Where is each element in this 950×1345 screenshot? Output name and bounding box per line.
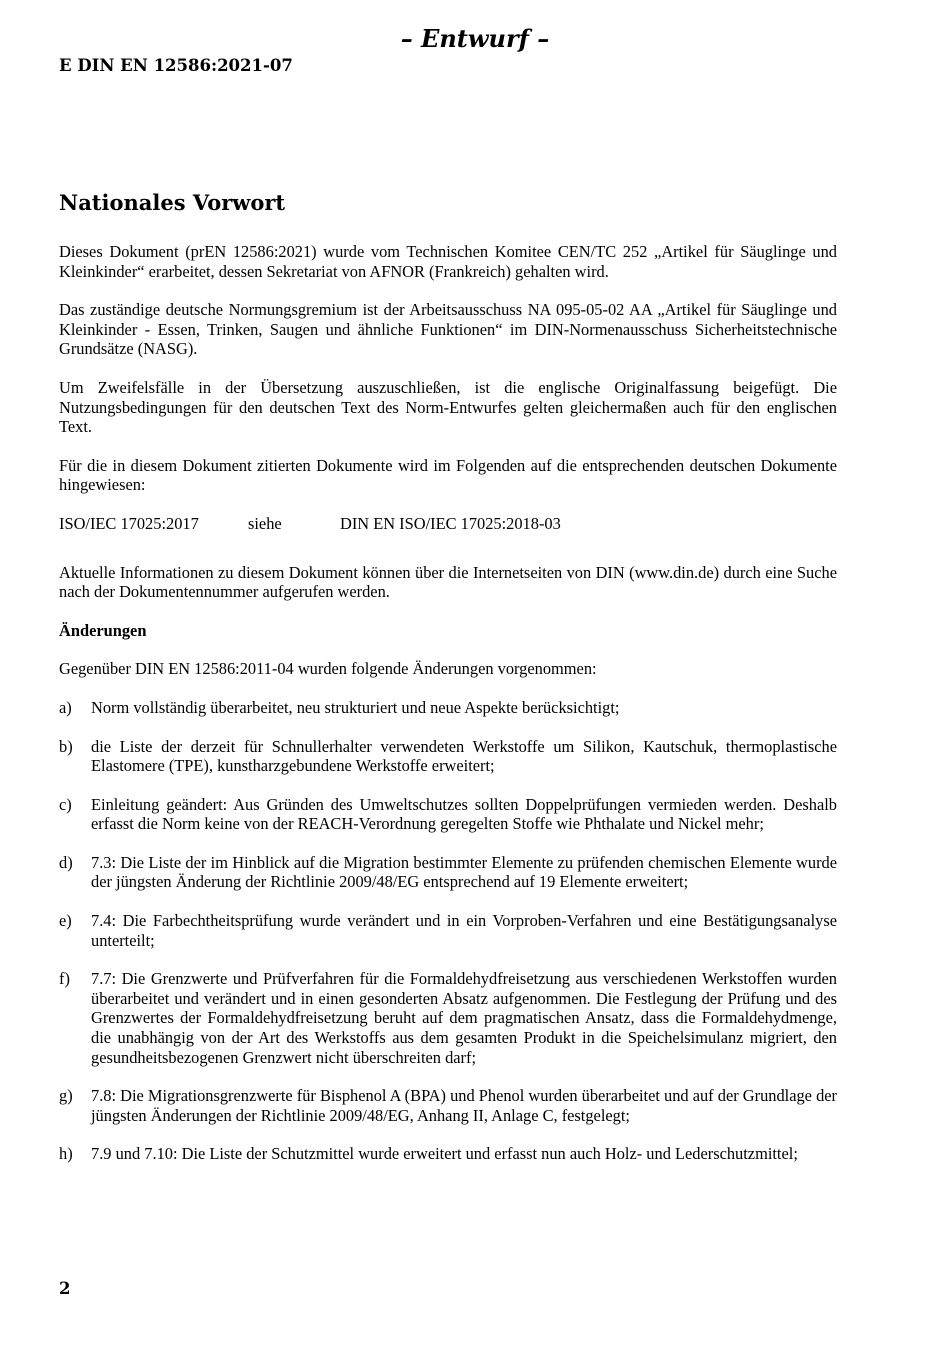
foreword-paragraph-1: Dieses Dokument (prEN 12586:2021) wurde vom Technischen Komitee CEN/TC 252 „Artikel für Säuglinge und Kleinkinder“ erarbeitet, dessen Sekretariat von AFNOR (Frankreich) gehalten wird. <box>59 242 837 281</box>
section-title: Nationales Vorwort <box>59 190 286 215</box>
list-item <box>59 737 837 776</box>
reference-relation: siehe <box>248 513 282 533</box>
reference-source: ISO/IEC 17025:2017 <box>59 513 199 533</box>
changes-intro: Gegenüber DIN EN 12586:2011-04 wurden folgende Änderungen vorgenommen: <box>59 659 597 679</box>
list-item-text: 7.8: Die Migrationsgrenzwerte für Bisphenol A (BPA) und Phenol wurden überarbeitet und auf der Grundlage der jüngsten Änderungen der Richtlinie 2009/48/EG, Anhang II, Anlage C, festgelegt; <box>91 1086 837 1125</box>
list-item-text: 7.4: Die Farbechtheitsprüfung wurde verändert und in ein Vorproben-Verfahren und eine Bestätigungsanalyse unterteilt; <box>91 911 837 950</box>
list-item-letter: e) <box>59 911 72 931</box>
list-item-letter: d) <box>59 852 73 872</box>
foreword-paragraph-4: Für die in diesem Dokument zitierten Dokumente wird im Folgenden auf die entsprechenden deutschen Dokumente hingewiesen: <box>59 455 837 495</box>
list-item <box>59 853 837 892</box>
list-item-letter: b) <box>59 736 73 756</box>
document-id: E DIN EN 12586:2021-07 <box>59 56 293 75</box>
reference-target: DIN EN ISO/IEC 17025:2018-03 <box>340 513 561 533</box>
list-item <box>59 911 837 950</box>
list-item-letter: a) <box>59 697 72 717</box>
list-item <box>59 1086 837 1125</box>
reference-row <box>59 514 837 534</box>
list-item-text: 7.7: Die Grenzwerte und Prüfverfahren für die Formaldehydfreisetzung aus verschiedenen Werkstoffen wurden überarbeitet und verändert und in einen gesonderten Absatz aufgenommen. Die Festlegung der Prüfung und des Grenzwertes der Formaldehydfreisetzung beruht auf dem pragmatischen Ansatz, dass die Formaldehydmenge, die unabhängig von der Art des Werkstoffs aus dem gesamten Produkt in die Speichelsimulanz migriert, den gesundheitsbezogenen Grenzwert nicht überschreiten darf; <box>91 969 837 1067</box>
list-item-letter: h) <box>59 1144 73 1164</box>
list-item-letter: g) <box>59 1086 73 1106</box>
page-content <box>59 186 837 1183</box>
page-number: 2 <box>59 1279 71 1298</box>
list-item-text: Norm vollständig überarbeitet, neu strukturiert und neue Aspekte berücksichtigt; <box>91 697 620 717</box>
list-item <box>59 969 837 1067</box>
foreword-paragraph-3: Um Zweifelsfälle in der Übersetzung auszuschließen, ist die englische Originalfassung beigefügt. Die Nutzungsbedingungen für den deutschen Text des Norm-Entwurfes gelten gleichermaßen auch für den englischen Text. <box>59 377 837 437</box>
list-item-text: Einleitung geändert: Aus Gründen des Umweltschutzes sollten Doppelprüfungen vermieden werden. Deshalb erfasst die Norm keine von der REACH-Verordnung geregelten Stoffe wie Phthalate und Nickel mehr; <box>91 794 837 834</box>
list-item <box>59 795 837 834</box>
list-item-text: die Liste der derzeit für Schnullerhalter verwendeten Werkstoffe um Silikon, Kautschuk, thermoplastische Elastomere (TPE), kunstharzgebundene Werkstoffe erweitert; <box>91 736 837 776</box>
list-item-text: 7.9 und 7.10: Die Liste der Schutzmittel wurde erweitert und erfasst nun auch Holz- und Lederschutzmittel; <box>91 1144 798 1164</box>
list-item <box>59 1144 837 1164</box>
changes-heading: Änderungen <box>59 620 147 640</box>
list-item-letter: f) <box>59 969 70 989</box>
list-item <box>59 698 837 718</box>
list-item-text: 7.3: Die Liste der im Hinblick auf die Migration bestimmter Elemente zu prüfenden chemischen Elemente wurde der jüngsten Änderung der Richtlinie 2009/48/EG entsprechend auf 19 Elemente erweitert; <box>91 852 837 892</box>
list-item-letter: c) <box>59 794 72 814</box>
changes-list <box>59 698 837 1164</box>
info-paragraph: Aktuelle Informationen zu diesem Dokument können über die Internetseiten von DIN (www.din.de) durch eine Suche nach der Dokumentennummer aufgerufen werden. <box>59 562 837 602</box>
draft-watermark-title: – Entwurf – <box>400 24 550 53</box>
foreword-paragraph-2: Das zuständige deutsche Normungsgremium ist der Arbeitsausschuss NA 095-05-02 AA „Artikel für Säuglinge und Kleinkinder - Essen, Trinken, Saugen und ähnliche Funktionen“ im DIN-Normenausschuss Sicherheitstechnische Grundsätze (NASG). <box>59 300 837 359</box>
